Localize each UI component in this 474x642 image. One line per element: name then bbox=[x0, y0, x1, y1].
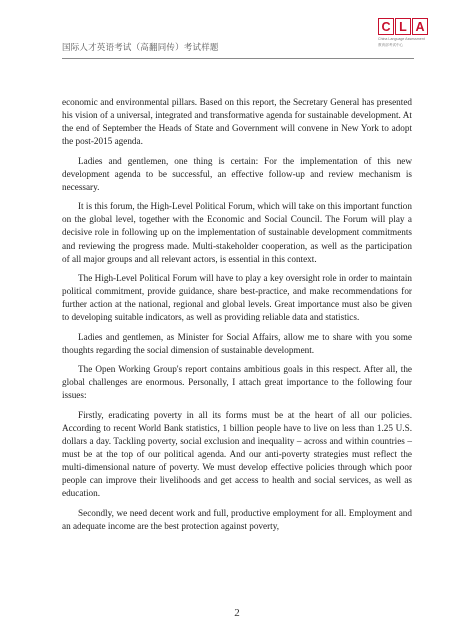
logo-letter-l: L bbox=[395, 18, 411, 35]
paragraph: Firstly, eradicating poverty in all its forms must be at the heart of all our policies. According to recent World Bank statistics, 1 billion people have to live on less than 1.25 U.S. dollars a day. Tackling poverty, social exclusion and inequality – across and within countries – must be at the top of our political agenda. And our anti-poverty strategies must reflect the multi-dimensional nature of poverty. We must develop effective policies through which poor people can improve their livelihoods and get access to health and social services, as well as education. bbox=[62, 409, 412, 499]
paragraph: Ladies and gentlemen, as Minister for Social Affairs, allow me to share with you some thoughts regarding the social dimension of sustainable development. bbox=[62, 331, 412, 355]
paragraph: economic and environmental pillars. Based on this report, the Secretary General has presented his vision of a universal, integrated and transformative agenda for sustainable development. At the end of September the Heads of State and Government will convene in New York to adopt the post-2015 agenda. bbox=[62, 97, 412, 147]
paragraph: The Open Working Group's report contains ambitious goals in this respect. After all, the global challenges are enormous. Personally, I attach great importance to the following four issues: bbox=[62, 364, 412, 401]
paragraph: The High-Level Political Forum will have to play a key oversight role in order to maintain political commitment, provide guidance, share best-practice, and make recommendations for further action at the national, regional and global levels. Great importance must also be given to developing suitable indicators, as well as providing reliable data and statistics. bbox=[62, 273, 412, 323]
header-title: 国际人才英语考试（高翻同传）考试样题 bbox=[62, 43, 219, 53]
logo-letter-a: A bbox=[412, 18, 428, 35]
logo-letters bbox=[378, 18, 438, 35]
cla-logo bbox=[378, 18, 438, 58]
page-number: 2 bbox=[234, 607, 240, 619]
logo-subtitle-en: China Language Assessment bbox=[378, 37, 425, 41]
paragraph: It is this forum, the High-Level Political Forum, which will take on this important function on the global level, together with the Economic and Social Council. The Forum will play a decisive role in following up on the implementation of sustainable development commitments and reviewing the progress made. Multi-stakeholder cooperation, as well as the participation of all major groups and all relevant actors, is essential in this context. bbox=[62, 201, 412, 264]
paragraph: Ladies and gentlemen, one thing is certain: For the implementation of this new development agenda to be successful, an effective follow-up and review mechanism is necessary. bbox=[62, 155, 412, 192]
logo-letter-c: C bbox=[378, 18, 394, 35]
logo-subtitle-cn: 教育部考试中心 bbox=[378, 43, 404, 48]
body-text bbox=[62, 96, 412, 539]
paragraph: Secondly, we need decent work and full, productive employment for all. Employment and an adequate income are the best protection against poverty, bbox=[62, 507, 412, 531]
header-divider bbox=[62, 58, 414, 59]
